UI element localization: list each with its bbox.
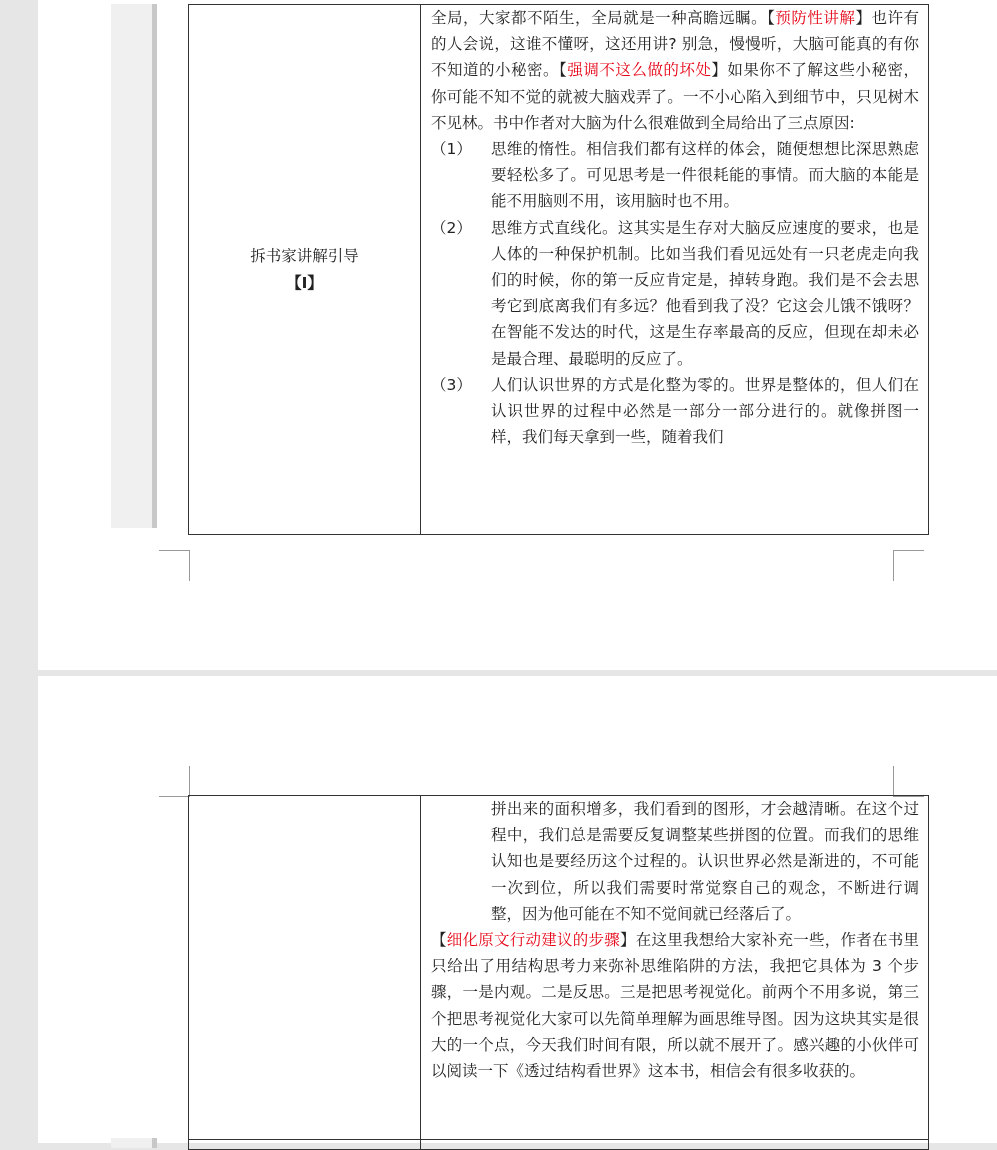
change-bar	[111, 4, 157, 528]
list-item-text: 思维方式直线化。这其实是生存对大脑反应速度的要求，也是人体的一种保护机制。比如当我们看见远处有一只老虎走向我们的时候，你的第一反应肯定是，掉转身跑。我们是不会去思考它到底离我们有多远？他看到我了没？它这会儿饿不饿呀？在智能不发达的时代，这是生存率最高的反应，但现在却未必是最合理、最聪明的反应了。	[491, 218, 919, 368]
annotation-refine-steps: 细化原文行动建议的步骤	[446, 931, 620, 950]
content-cell[interactable]	[421, 5, 929, 535]
crop-mark-bottom-left	[159, 550, 190, 581]
content-table-page-2	[188, 795, 929, 1150]
next-label-cell	[189, 1140, 421, 1150]
table-row	[189, 1140, 929, 1150]
section-label-tag: 【I】	[286, 273, 323, 292]
list-item-number: （3）	[431, 375, 472, 394]
table-row	[189, 796, 929, 1140]
window-left-margin	[0, 0, 38, 1143]
list-item-continuation: 拼出来的面积增多，我们看到的图形，才会越清晰。在这个过程中，我们总是需要反复调整某些拼图的位置。而我们的思维认知也是要经历这个过程的。认识世界必然是渐进的，不可能一次到位，所以我们需要时常觉察自己的观念，不断进行调整，因为他可能在不知不觉间就已经落后了。	[491, 800, 919, 923]
crop-mark-top-left	[159, 766, 190, 797]
table-row	[189, 5, 929, 535]
list-item-number: （2）	[431, 218, 472, 237]
crop-mark-bottom-right	[893, 550, 924, 581]
annotation-emphasize-harm: 强调不这么做的坏处	[567, 61, 712, 80]
crop-mark-top-right	[893, 766, 924, 797]
list-item-text: 人们认识世界的方式是化整为零的。世界是整体的，但人们在认识世界的过程中必然是一部分一部分进行的。就像拼图一样，我们每天拿到一些，随着我们	[491, 375, 919, 447]
list-item-number: （1）	[431, 140, 472, 159]
list-item	[431, 372, 919, 451]
section-label-cell	[189, 796, 421, 1140]
document-page-2	[38, 676, 997, 1143]
annotation-preventive-explanation: 预防性讲解	[775, 9, 856, 27]
list-item	[431, 215, 919, 372]
list-item-text: 思维的惰性。相信我们都有这样的体会，随便想想比深思熟虑要轻松多了。可见思考是一件很耗能的事情。而大脑的本能是能不用脑则不用，该用脑时也不用。	[491, 140, 919, 211]
next-content-cell[interactable]	[421, 1140, 929, 1150]
change-bar	[111, 1138, 157, 1148]
supplement-paragraph: 【细化原文行动建议的步骤】在这里我想给大家补充一些，作者在书里只给出了用结构思考力来弥补思维陷阱的方法，我把它具体为 3 个步骤，一是内观。二是反思。三是把思考视觉化。前两个不用多说，第三个把思考视觉化大家可以先简单理解为画思维导图。因为这块其实是很大的一个点，今天我们时间有限，所以就不展开了。感兴趣的小伙伴可以阅读一下《透过结构看世界》这本书，相信会有很多收获的。	[431, 931, 919, 1081]
document-page-1	[38, 0, 997, 670]
content-cell[interactable]	[421, 796, 929, 1140]
intro-paragraph: 全局，大家都不陌生，全局就是一种高瞻远瞩。【预防性讲解】也许有的人会说，这谁不懂呀，这还用讲? 别急，慢慢听，大脑可能真的有你不知道的小秘密。【强调不这么做的坏处】如果你不了解这些小秘密，你可能不知不觉的就被大脑戏弄了。一不小心陷入到细节中，只见树木不见林。书中作者对大脑为什么很难做到全局给出了三点原因:	[431, 9, 919, 132]
section-label: 拆书家讲解引导	[250, 247, 359, 266]
list-item	[431, 136, 919, 215]
content-table-page-1	[188, 4, 929, 535]
section-label-cell	[189, 5, 421, 535]
